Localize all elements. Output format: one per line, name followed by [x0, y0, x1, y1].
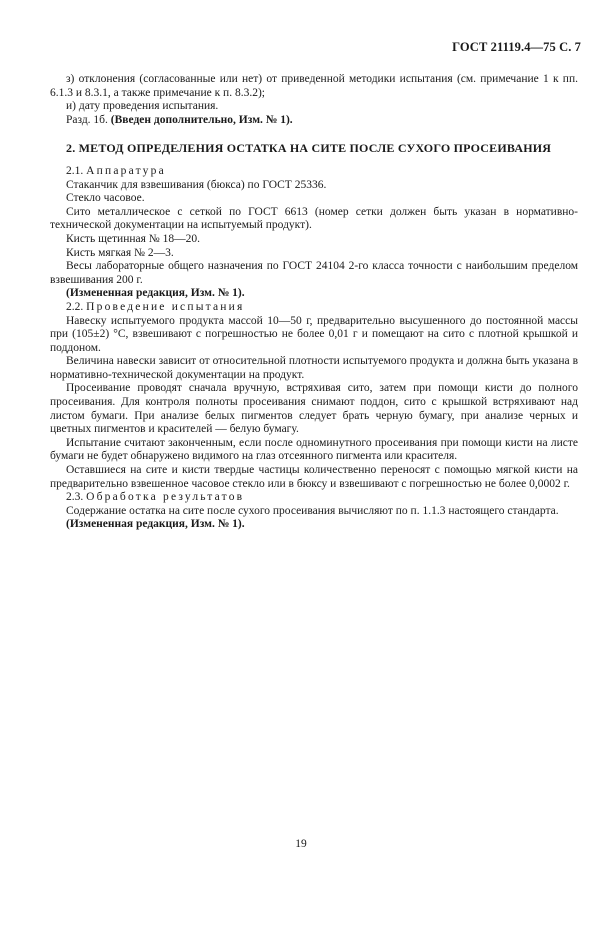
paragraph: Стаканчик для взвешивания (бюкса) по ГОСТ 25336. — [66, 178, 327, 191]
subsection-title: Проведение испытания — [86, 300, 245, 313]
paragraph: Сито металлическое с сеткой по ГОСТ 6613 (номер сетки должен быть указан в нормативно-технической документации на испытуемый продукт). — [50, 205, 578, 232]
amendment-ref: Разд. 1б. — [66, 113, 108, 126]
paragraph: Испытание считают законченным, если после одноминутного просеивания при помощи кисти на листе бумаги не будет обнаружено видимого на глаз отсеянного пигмента или красителя. — [50, 436, 578, 463]
page-body — [50, 73, 578, 532]
amendment-note: (Измененная редакция, Изм. № 1). — [66, 287, 245, 300]
subsection-heading — [50, 491, 578, 505]
subsection-heading — [50, 301, 578, 315]
paragraph: Стекло часовое. — [66, 192, 145, 205]
subsection-number: 2.3. — [66, 491, 84, 504]
paragraph: Кисть мягкая № 2—3. — [66, 246, 174, 259]
running-header: ГОСТ 21119.4—75 С. 7 — [452, 40, 581, 54]
page-number: 19 — [295, 838, 307, 850]
paragraph: Просеивание проводят сначала вручную, встряхивая сито, затем при помощи кисти до полного просеивания. Для контроля полноты просеивания снимают поддон, сито с крышкой встряхивают над листом бумаги. При анализе белых пигментов следует брать черную бумагу, при анализе черных и цветных пигментов и красителей — белую бумагу. — [50, 382, 578, 436]
amendment-note — [50, 114, 578, 128]
subsection-heading — [50, 165, 578, 179]
amendment-note: (Измененная редакция, Изм. № 1). — [66, 518, 245, 531]
paragraph: Величина навески зависит от относительной плотности испытуемого продукта и должна быть указана в нормативно-технической документации на продукт. — [50, 355, 578, 381]
paragraph: Кисть щетинная № 18—20. — [66, 232, 201, 245]
amendment-text: (Введен дополнительно, Изм. № 1). — [110, 113, 293, 126]
subsection-number: 2.1. — [66, 164, 84, 177]
paragraph: Навеску испытуемого продукта массой 10—50 г, предварительно высушенного до постоянной массы при (105±2) °С, взвешивают с погрешностью не более 0,01 г и помещают на сито с плотной крышкой и поддоном. — [50, 314, 578, 354]
paragraph-item-i: и) дату проведения испытания. — [66, 100, 219, 113]
subsection-title: Обработка результатов — [86, 491, 245, 504]
paragraph: Оставшиеся на сите и кисти твердые частицы количественно переносят с помощью мягкой кисти на предварительно взвешенное часовое стекло или в бюксу и взвешивают с погрешностью не более 0,0002 г. — [50, 464, 578, 490]
subsection-number: 2.2. — [66, 300, 84, 313]
paragraph: Содержание остатка на сите после сухого просеивания вычисляют по п. 1.1.3 настоящего стандарта. — [66, 504, 559, 517]
section-title: 2. МЕТОД ОПРЕДЕЛЕНИЯ ОСТАТКА НА СИТЕ ПОСЛЕ СУХОГО ПРОСЕИВАНИЯ — [66, 141, 552, 156]
paragraph-item-z: з) отклонения (согласованные или нет) от приведенной методики испытания (см. примечание 1 к пп. 6.1.3 и 8.3.1, а также примечание к п. 8.3.2); — [50, 73, 578, 99]
paragraph: Весы лабораторные общего назначения по ГОСТ 24104 2-го класса точности с наибольшим пределом взвешивания 200 г. — [50, 260, 578, 286]
subsection-title: Аппаратура — [86, 164, 166, 177]
